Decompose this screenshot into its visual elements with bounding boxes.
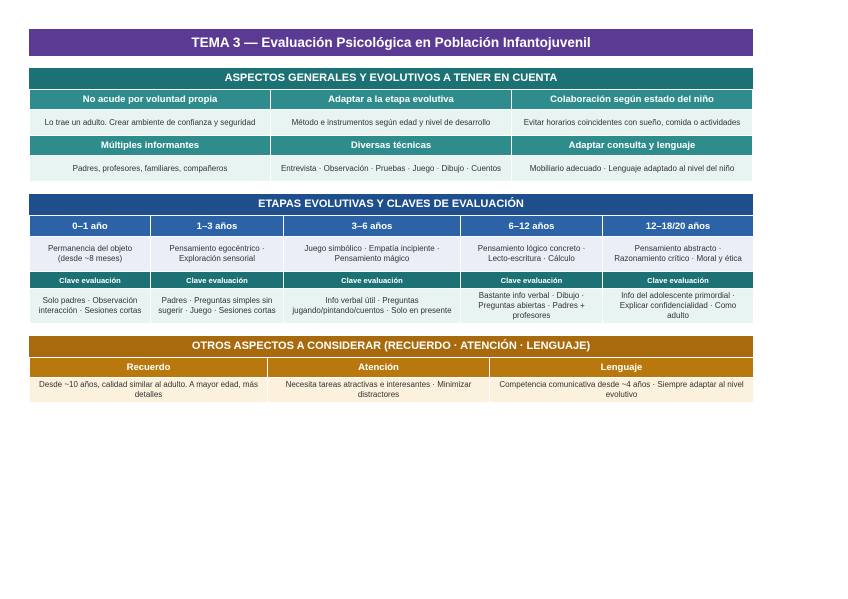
table-header-cell: Múltiples informantes bbox=[30, 136, 271, 156]
section-otros-aspectos bbox=[29, 336, 753, 403]
table-row bbox=[30, 358, 754, 378]
table-row bbox=[30, 272, 754, 289]
table-cell: Entrevista · Observación · Pruebas · Juego · Dibujo · Cuentos bbox=[271, 156, 512, 182]
table-header-cell: Lenguaje bbox=[490, 358, 754, 378]
table-cell: Desde ~10 años, calidad similar al adulto. A mayor edad, más detalles bbox=[30, 378, 268, 403]
key-cell: Bastante info verbal · Dibujo · Preguntas abiertas · Padres + profesores bbox=[461, 289, 603, 324]
otros-table bbox=[29, 357, 754, 403]
key-cell: Padres · Preguntas simples sin sugerir · Juego · Sesiones cortas bbox=[151, 289, 284, 324]
table-cell: Lo trae un adulto. Crear ambiente de confianza y seguridad bbox=[30, 110, 271, 136]
section-etapas-evolutivas bbox=[29, 194, 753, 324]
key-label-cell: Clave evaluación bbox=[284, 272, 461, 289]
stage-header-cell: 6–12 años bbox=[461, 216, 603, 237]
key-label-cell: Clave evaluación bbox=[461, 272, 603, 289]
table-cell: Evitar horarios coincidentes con sueño, comida o actividades bbox=[512, 110, 753, 136]
key-label-cell: Clave evaluación bbox=[603, 272, 754, 289]
stage-header-cell: 0–1 año bbox=[30, 216, 151, 237]
stage-header-cell: 3–6 años bbox=[284, 216, 461, 237]
table-cell: Necesita tareas atractivas e interesantes · Minimizar distractores bbox=[268, 378, 490, 403]
table-header-cell: Colaboración según estado del niño bbox=[512, 90, 753, 110]
section-aspectos-generales bbox=[29, 68, 753, 182]
stage-description-cell: Pensamiento egocéntrico · Exploración sensorial bbox=[151, 237, 284, 272]
table-header-cell: Adaptar a la etapa evolutiva bbox=[271, 90, 512, 110]
table-cell: Padres, profesores, familiares, compañeros bbox=[30, 156, 271, 182]
table-cell: Método e instrumentos según edad y nivel de desarrollo bbox=[271, 110, 512, 136]
key-label-cell: Clave evaluación bbox=[151, 272, 284, 289]
table-row bbox=[30, 110, 753, 136]
table-row bbox=[30, 216, 754, 237]
key-cell: Info verbal útil · Preguntas jugando/pintando/cuentos · Solo en presente bbox=[284, 289, 461, 324]
section-header: ETAPAS EVOLUTIVAS Y CLAVES DE EVALUACIÓN bbox=[29, 194, 753, 215]
table-header-cell: No acude por voluntad propia bbox=[30, 90, 271, 110]
table-row bbox=[30, 378, 754, 403]
table-row bbox=[30, 90, 753, 110]
stage-header-cell: 1–3 años bbox=[151, 216, 284, 237]
document bbox=[29, 29, 753, 403]
table-header-cell: Recuerdo bbox=[30, 358, 268, 378]
key-cell: Solo padres · Observación interacción · Sesiones cortas bbox=[30, 289, 151, 324]
table-cell: Competencia comunicativa desde ~4 años · Siempre adaptar al nivel evolutivo bbox=[490, 378, 754, 403]
section-header: OTROS ASPECTOS A CONSIDERAR (RECUERDO · ATENCIÓN · LENGUAJE) bbox=[29, 336, 753, 357]
table-cell: Mobiliario adecuado · Lenguaje adaptado al nivel del niño bbox=[512, 156, 753, 182]
table-row bbox=[30, 136, 753, 156]
stage-description-cell: Permanencia del objeto (desde ~8 meses) bbox=[30, 237, 151, 272]
page-title: TEMA 3 — Evaluación Psicológica en Población Infantojuvenil bbox=[29, 29, 753, 56]
stage-description-cell: Pensamiento lógico concreto · Lecto-escritura · Cálculo bbox=[461, 237, 603, 272]
table-header-cell: Atención bbox=[268, 358, 490, 378]
stage-description-cell: Pensamiento abstracto · Razonamiento crítico · Moral y ética bbox=[603, 237, 754, 272]
stage-header-cell: 12–18/20 años bbox=[603, 216, 754, 237]
etapas-table bbox=[29, 215, 754, 324]
stage-description-cell: Juego simbólico · Empatía incipiente · Pensamiento mágico bbox=[284, 237, 461, 272]
generales-table bbox=[29, 89, 753, 182]
table-row bbox=[30, 289, 754, 324]
table-row bbox=[30, 237, 754, 272]
key-cell: Info del adolescente primordial · Explicar confidencialidad · Como adulto bbox=[603, 289, 754, 324]
table-row bbox=[30, 156, 753, 182]
table-header-cell: Adaptar consulta y lenguaje bbox=[512, 136, 753, 156]
section-header: ASPECTOS GENERALES Y EVOLUTIVOS A TENER EN CUENTA bbox=[29, 68, 753, 89]
table-header-cell: Diversas técnicas bbox=[271, 136, 512, 156]
key-label-cell: Clave evaluación bbox=[30, 272, 151, 289]
